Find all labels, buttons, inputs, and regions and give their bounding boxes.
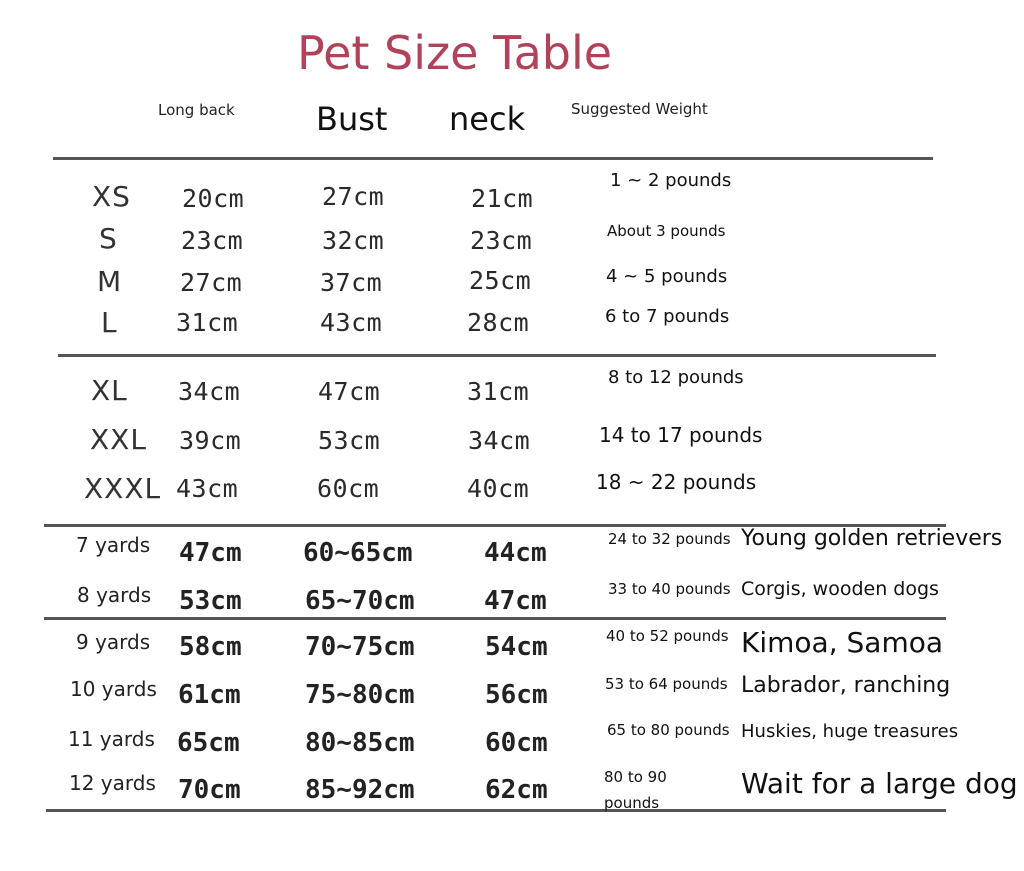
weight-value: 65 to 80 pounds xyxy=(607,721,730,739)
weight-value: 4 ~ 5 pounds xyxy=(606,266,728,287)
size-label: L xyxy=(101,306,118,339)
page-title: Pet Size Table xyxy=(297,26,613,80)
bust-value: 60cm xyxy=(317,474,380,503)
long-back-value: 27cm xyxy=(180,268,243,297)
size-label: 10 yards xyxy=(70,677,157,701)
breed-label: Labrador, ranching xyxy=(741,673,951,698)
long-back-value: 23cm xyxy=(181,226,244,255)
long-back-value: 53cm xyxy=(179,586,242,616)
neck-value: 54cm xyxy=(485,632,548,662)
bust-value: 37cm xyxy=(320,268,383,297)
neck-value: 47cm xyxy=(484,586,547,616)
bust-value: 47cm xyxy=(318,377,381,406)
neck-value: 56cm xyxy=(485,680,548,710)
breed-label: Wait for a large dog xyxy=(741,767,1018,800)
bust-value: 75~80cm xyxy=(305,680,415,710)
long-back-value: 58cm xyxy=(179,632,242,662)
weight-value-line-2: pounds xyxy=(604,794,660,812)
long-back-value: 70cm xyxy=(178,775,241,805)
size-label: S xyxy=(99,222,118,255)
long-back-value: 65cm xyxy=(177,728,240,758)
divider xyxy=(44,617,946,620)
neck-value: 34cm xyxy=(468,426,531,455)
divider xyxy=(53,157,933,160)
size-label: 12 yards xyxy=(69,771,156,795)
size-label: XL xyxy=(91,374,128,407)
size-label: XXL xyxy=(90,423,147,456)
long-back-value: 43cm xyxy=(176,474,239,503)
divider xyxy=(46,809,946,812)
breed-label: Kimoa, Samoa xyxy=(741,626,944,659)
bust-value: 80~85cm xyxy=(305,728,415,758)
breed-label: Corgis, wooden dogs xyxy=(741,578,939,600)
neck-value: 23cm xyxy=(470,226,533,255)
weight-value-line-1: 80 to 90 xyxy=(604,768,667,786)
neck-value: 40cm xyxy=(467,474,530,503)
breed-label: Huskies, huge treasures xyxy=(741,721,959,742)
long-back-value: 61cm xyxy=(178,680,241,710)
size-label: XXXL xyxy=(84,472,162,505)
weight-value: 6 to 7 pounds xyxy=(605,306,730,327)
long-back-value: 20cm xyxy=(182,184,245,213)
header-bust: Bust xyxy=(316,100,388,138)
bust-value: 65~70cm xyxy=(305,586,415,616)
weight-value: 1 ~ 2 pounds xyxy=(610,170,732,191)
long-back-value: 34cm xyxy=(178,377,241,406)
bust-value: 70~75cm xyxy=(305,632,415,662)
size-label: 8 yards xyxy=(77,583,152,607)
weight-value: 18 ~ 22 pounds xyxy=(596,470,757,494)
weight-value: About 3 pounds xyxy=(607,222,726,240)
bust-value: 43cm xyxy=(320,308,383,337)
long-back-value: 31cm xyxy=(176,308,239,337)
weight-value: 24 to 32 pounds xyxy=(608,530,731,548)
size-label: M xyxy=(97,265,123,298)
weight-value: 40 to 52 pounds xyxy=(606,627,729,645)
bust-value: 32cm xyxy=(322,226,385,255)
neck-value: 28cm xyxy=(467,308,530,337)
neck-value: 31cm xyxy=(467,377,530,406)
neck-value: 21cm xyxy=(471,184,534,213)
long-back-value: 47cm xyxy=(179,538,242,568)
weight-value: 14 to 17 pounds xyxy=(599,423,763,447)
weight-value: 8 to 12 pounds xyxy=(608,367,744,388)
weight-value: 33 to 40 pounds xyxy=(608,580,731,598)
header-suggested-weight: Suggested Weight xyxy=(571,100,708,118)
neck-value: 25cm xyxy=(469,266,532,295)
divider xyxy=(58,354,936,357)
size-label: 11 yards xyxy=(68,727,155,751)
header-long-back: Long back xyxy=(158,101,235,119)
weight-value: 53 to 64 pounds xyxy=(605,675,728,693)
breed-label: Young golden retrievers xyxy=(741,526,1003,551)
bust-value: 85~92cm xyxy=(305,775,415,805)
header-neck: neck xyxy=(449,100,526,138)
size-label: 7 yards xyxy=(76,533,151,557)
bust-value: 60~65cm xyxy=(303,538,413,568)
neck-value: 44cm xyxy=(484,538,547,568)
bust-value: 53cm xyxy=(318,426,381,455)
size-label: 9 yards xyxy=(76,630,151,654)
long-back-value: 39cm xyxy=(179,426,242,455)
size-label: XS xyxy=(92,180,131,213)
neck-value: 62cm xyxy=(485,775,548,805)
neck-value: 60cm xyxy=(485,728,548,758)
bust-value: 27cm xyxy=(322,182,385,211)
